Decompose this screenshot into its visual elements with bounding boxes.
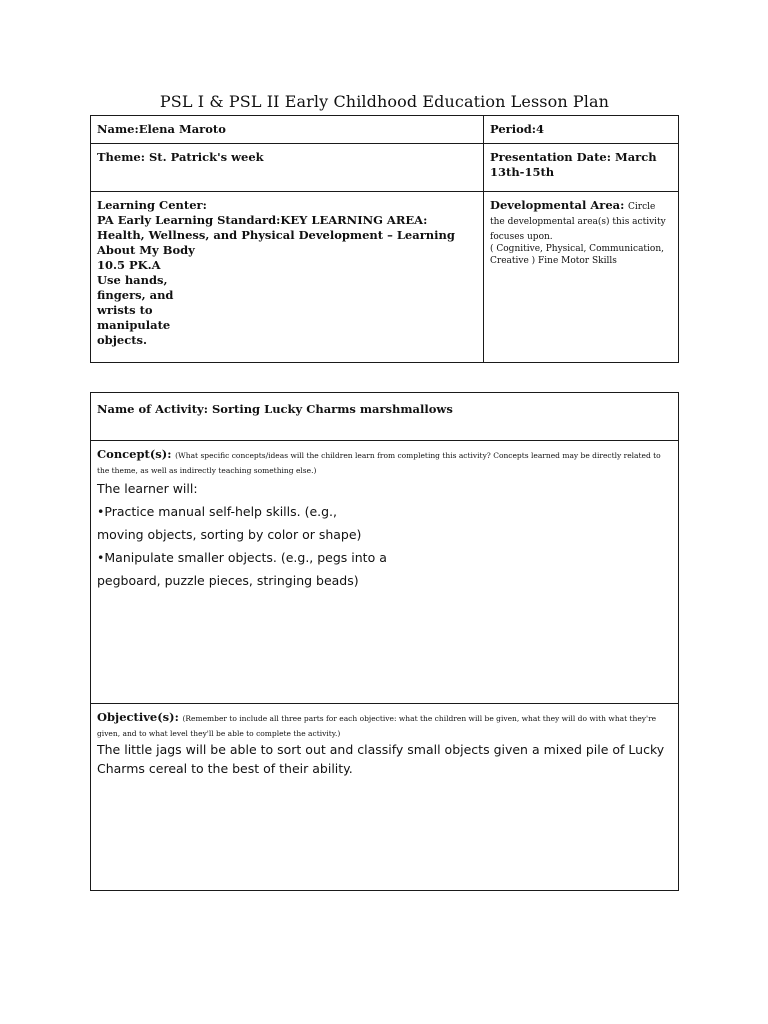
- objectives-label: Objective(s):: [97, 710, 179, 724]
- learning-center-label: Learning Center:: [97, 198, 207, 212]
- period-cell: [484, 116, 679, 144]
- concepts-hint: (What specific concepts/ideas will the children learn from completing this activity? Concepts learned may be directly related to the theme, as well as indirectly teaching something else.): [97, 451, 661, 475]
- developmental-area-instruction: Circle the developmental area(s) this activity focuses upon.: [490, 202, 666, 242]
- period-label: Period:: [490, 122, 537, 136]
- concepts-item-1: •Practice manual self-help skills. (e.g., moving objects, sorting by color or shape): [97, 504, 362, 542]
- theme-label: Theme:: [97, 150, 145, 164]
- learning-center-cell: [91, 192, 484, 363]
- standard-description: Use hands, fingers, and wrists to manipulate objects.: [97, 273, 174, 347]
- activity-name-value: Sorting Lucky Charms marshmallows: [211, 402, 453, 416]
- period-value: 4: [536, 122, 545, 136]
- presentation-date-label: Presentation Date:: [490, 150, 611, 164]
- activity-name-row: [91, 393, 679, 441]
- activity-name-label: Name of Activity:: [97, 402, 208, 416]
- name-value: Elena Maroto: [138, 122, 226, 136]
- concepts-cell: [91, 441, 679, 704]
- developmental-area-label: Developmental Area:: [490, 198, 625, 212]
- concepts-item-2: •Manipulate smaller objects. (e.g., pegs into a pegboard, puzzle pieces, stringing beads): [97, 550, 387, 588]
- standard-code: 10.5 PK.A: [97, 258, 161, 272]
- objectives-hint: (Remember to include all three parts for each objective: what the children will be given, what they will do with what they're given, and to what level they'll be able to complete the activity.): [97, 714, 657, 738]
- theme-cell: [91, 144, 484, 192]
- concepts-row: [91, 441, 679, 704]
- lesson-header-table: [90, 115, 679, 363]
- activity-table: [90, 392, 679, 891]
- developmental-area-options: ( Cognitive, Physical, Communication, Creative ) Fine Motor Skills: [490, 244, 665, 266]
- standard-text: PA Early Learning Standard:KEY LEARNING AREA: Health, Wellness, and Physical Development – Learning About My Body: [97, 213, 455, 257]
- learning-development-row: [91, 192, 679, 363]
- theme-date-row: [91, 144, 679, 192]
- presentation-date-value: March 13th-15th: [490, 150, 657, 179]
- name-cell: [91, 116, 484, 144]
- name-period-row: [91, 116, 679, 144]
- theme-value: St. Patrick's week: [148, 150, 264, 164]
- concepts-intro: The learner will:: [97, 481, 198, 496]
- developmental-area-cell: [484, 192, 679, 363]
- name-label: Name:: [97, 122, 139, 136]
- concepts-label: Concept(s):: [97, 447, 172, 461]
- presentation-date-cell: [484, 144, 679, 192]
- objectives-text: The little jags will be able to sort out and classify small objects given a mixed pile of Lucky Charms cereal to the best of their ability.: [97, 742, 665, 776]
- page-title: PSL I & PSL II Early Childhood Education Lesson Plan: [159, 92, 610, 111]
- objectives-cell: [91, 704, 679, 891]
- objectives-row: [91, 704, 679, 891]
- activity-name-cell: [91, 393, 679, 441]
